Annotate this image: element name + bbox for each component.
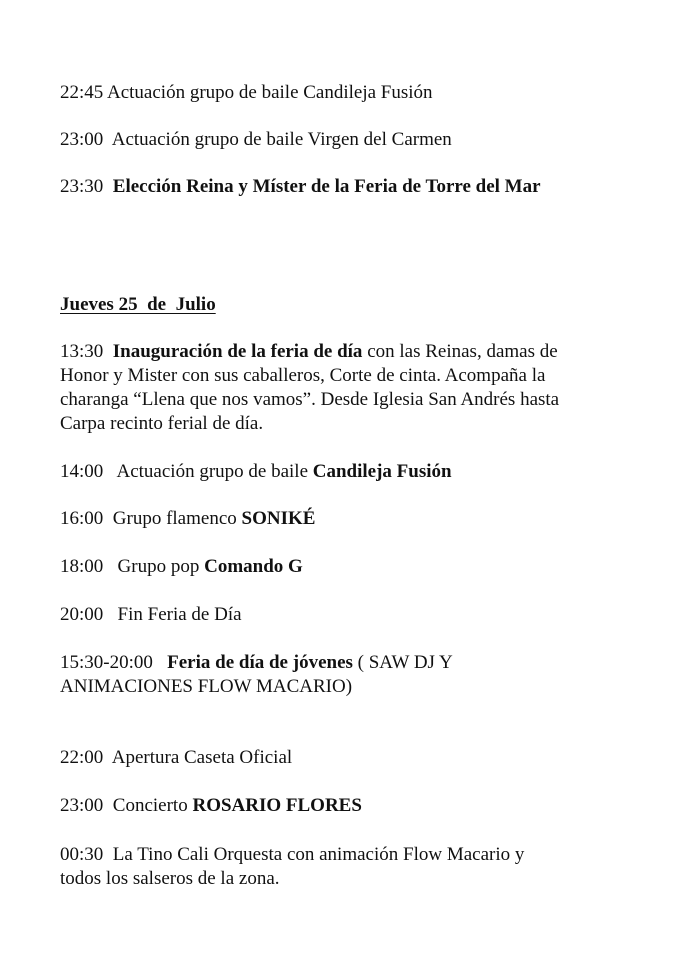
event-line: 13:30 Inauguración de la feria de día con las Reinas, damas de [60,341,558,362]
event-jovenes [60,651,625,699]
event-time: 23:00 [60,129,104,150]
event-time: 13:30 [60,341,104,362]
event-time: 16:00 [60,508,104,529]
event-line [60,175,630,199]
event-text-line: ANIMACIONES FLOW MACARIO) [60,676,353,697]
event-text: Concierto [112,795,193,816]
event-title-bold: ROSARIO FLORES [192,795,362,816]
event-text-line: charanga “Llena que nos vamos”. Desde Iglesia San Andrés hasta [60,389,560,410]
event-title-bold: Elección Reina y Míster de la Feria de Torre del Mar [112,176,541,197]
event-time: 22:00 [60,747,104,768]
event-text-line: Carpa recinto ferial de día. [60,413,264,434]
event-time: 18:00 [60,556,104,577]
event-line: 00:30 La Tino Cali Orquesta con animación Flow Macario y [60,844,525,865]
event-orquesta [60,843,625,891]
event-text: Apertura Caseta Oficial [111,747,293,768]
event-title-bold: Candileja Fusión [312,461,452,482]
event-line [60,128,630,152]
event-time: 14:00 [60,461,104,482]
event-text: Actuación grupo de baile [116,461,313,482]
event-line [60,460,630,484]
day-heading: Jueves 25 de Julio [60,294,216,315]
event-text-line: Honor y Mister con sus caballeros, Corte de cinta. Acompaña la [60,365,546,386]
event-title-bold: Feria de día de jóvenes [167,652,353,673]
event-text: Fin Feria de Día [117,604,242,625]
event-line: 15:30-20:00 Feria de día de jóvenes ( SAW DJ Y [60,652,453,673]
event-text: Grupo flamenco [112,508,242,529]
event-line [60,746,630,770]
event-line [60,81,630,105]
event-line [60,603,630,627]
event-text-line: todos los salseros de la zona. [60,868,280,889]
event-time: 20:00 [60,604,104,625]
event-time: 00:30 [60,844,104,865]
event-time: 15:30-20:00 [60,652,153,673]
event-line [60,555,630,579]
event-text: Grupo pop [117,556,205,577]
event-title-bold: Inauguración de la feria de día [112,341,363,362]
event-text: Actuación grupo de baile Virgen del Carmen [111,129,452,150]
event-line [60,794,630,818]
event-text: Actuación grupo de baile Candileja Fusión [106,82,433,103]
event-time: 22:45 [60,82,104,103]
event-line [60,507,630,531]
event-title-bold: SONIKÉ [241,508,316,529]
event-title-bold: Comando G [204,556,303,577]
event-time: 23:30 [60,176,104,197]
event-inauguracion [60,340,625,436]
event-time: 23:00 [60,795,104,816]
